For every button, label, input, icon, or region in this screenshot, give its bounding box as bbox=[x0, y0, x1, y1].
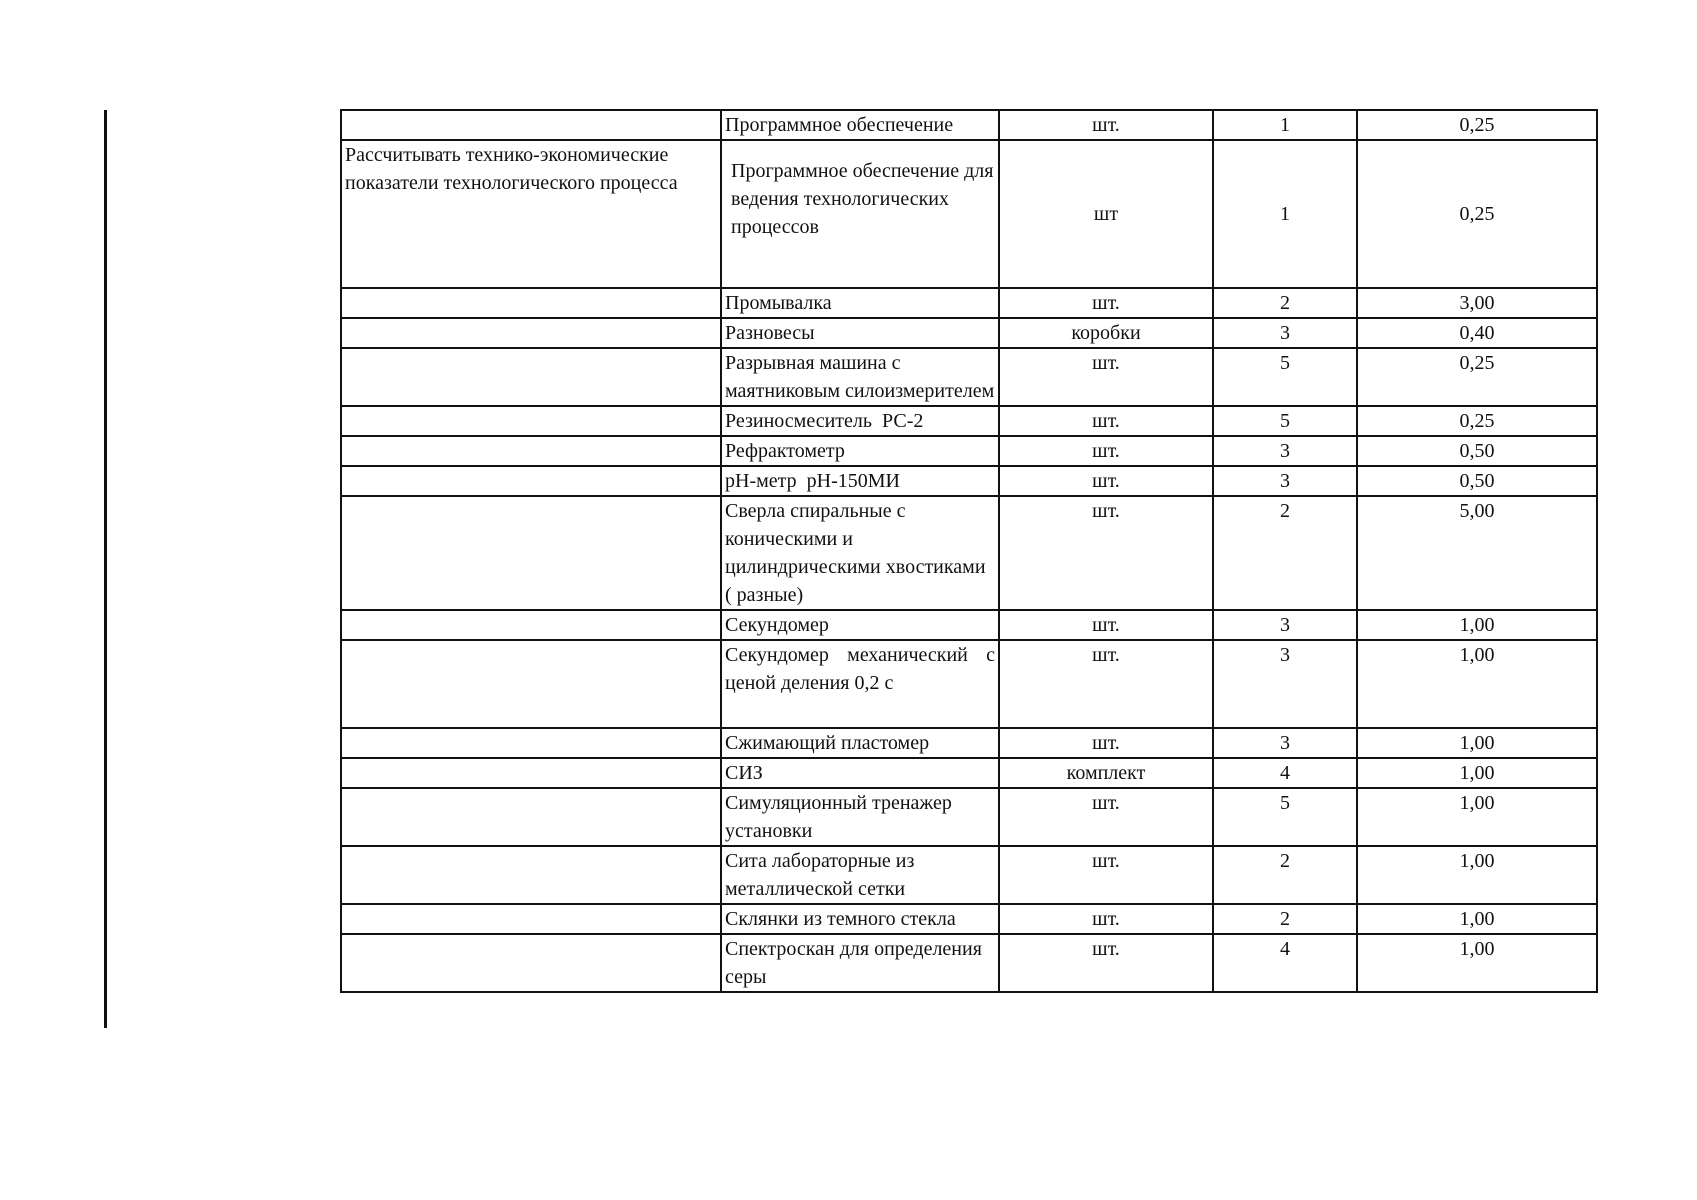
quantity-cell: 5 bbox=[1213, 788, 1357, 846]
competence-cell bbox=[341, 406, 721, 436]
equipment-name-cell: Разновесы bbox=[721, 318, 999, 348]
quantity-cell: 1 bbox=[1213, 140, 1357, 288]
quantity-cell: 3 bbox=[1213, 640, 1357, 728]
quantity-cell: 5 bbox=[1213, 406, 1357, 436]
unit-cell: шт. bbox=[999, 288, 1213, 318]
competence-cell bbox=[341, 934, 721, 992]
value-cell: 3,00 bbox=[1357, 288, 1597, 318]
value-cell: 0,40 bbox=[1357, 318, 1597, 348]
value-cell: 0,50 bbox=[1357, 466, 1597, 496]
unit-cell: шт. bbox=[999, 728, 1213, 758]
unit-cell: шт. bbox=[999, 436, 1213, 466]
table-row bbox=[341, 466, 1597, 496]
value-cell: 1,00 bbox=[1357, 934, 1597, 992]
unit-cell: шт. bbox=[999, 110, 1213, 140]
table-row bbox=[341, 904, 1597, 934]
unit-cell: шт. bbox=[999, 904, 1213, 934]
unit-cell: шт. bbox=[999, 348, 1213, 406]
quantity-cell: 2 bbox=[1213, 496, 1357, 610]
table-row bbox=[341, 728, 1597, 758]
equipment-name-text: Программное обеспечение для ведения технологических процессов bbox=[731, 160, 994, 238]
unit-cell: шт bbox=[999, 140, 1213, 288]
value-cell: 0,50 bbox=[1357, 436, 1597, 466]
quantity-cell: 4 bbox=[1213, 758, 1357, 788]
equipment-name-cell: Промывалка bbox=[721, 288, 999, 318]
competence-cell bbox=[341, 610, 721, 640]
table-row bbox=[341, 288, 1597, 318]
equipment-name-cell bbox=[721, 140, 999, 288]
competence-cell bbox=[341, 110, 721, 140]
equipment-table bbox=[340, 109, 1598, 993]
value-cell: 1,00 bbox=[1357, 610, 1597, 640]
quantity-cell: 2 bbox=[1213, 904, 1357, 934]
competence-cell bbox=[341, 904, 721, 934]
quantity-cell: 3 bbox=[1213, 318, 1357, 348]
competence-cell bbox=[341, 640, 721, 728]
competence-cell bbox=[341, 788, 721, 846]
value-cell: 1,00 bbox=[1357, 728, 1597, 758]
competence-cell bbox=[341, 496, 721, 610]
equipment-name-cell: Симуляционный тренажер установки bbox=[721, 788, 999, 846]
unit-cell: шт. bbox=[999, 934, 1213, 992]
quantity-cell: 3 bbox=[1213, 436, 1357, 466]
value-cell: 0,25 bbox=[1357, 110, 1597, 140]
equipment-name-cell: Склянки из темного стекла bbox=[721, 904, 999, 934]
competence-cell bbox=[341, 758, 721, 788]
competence-cell bbox=[341, 348, 721, 406]
value-cell: 0,25 bbox=[1357, 348, 1597, 406]
table-row bbox=[341, 846, 1597, 904]
value-cell: 0,25 bbox=[1357, 406, 1597, 436]
table-row bbox=[341, 406, 1597, 436]
equipment-name-cell: Секундомер bbox=[721, 610, 999, 640]
value-cell: 1,00 bbox=[1357, 758, 1597, 788]
table-row bbox=[341, 110, 1597, 140]
table-row bbox=[341, 140, 1597, 288]
unit-cell: шт. bbox=[999, 610, 1213, 640]
competence-cell bbox=[341, 288, 721, 318]
table-row bbox=[341, 934, 1597, 992]
table-row bbox=[341, 640, 1597, 728]
equipment-name-cell: Резиносмеситель РС-2 bbox=[721, 406, 999, 436]
equipment-name-cell: Секундомер механический с ценой деления 0,2 с bbox=[721, 640, 999, 728]
quantity-cell: 4 bbox=[1213, 934, 1357, 992]
equipment-name-cell: Сверла спиральные с коническими и цилиндрическими хвостиками ( разные) bbox=[721, 496, 999, 610]
unit-cell: шт. bbox=[999, 846, 1213, 904]
unit-cell: шт. bbox=[999, 466, 1213, 496]
value-cell: 5,00 bbox=[1357, 496, 1597, 610]
table-row bbox=[341, 496, 1597, 610]
equipment-name-cell: Сжимающий пластомер bbox=[721, 728, 999, 758]
quantity-cell: 2 bbox=[1213, 846, 1357, 904]
equipment-name-cell: Рефрактометр bbox=[721, 436, 999, 466]
quantity-cell: 5 bbox=[1213, 348, 1357, 406]
value-cell: 1,00 bbox=[1357, 846, 1597, 904]
value-cell: 1,00 bbox=[1357, 904, 1597, 934]
quantity-cell: 3 bbox=[1213, 610, 1357, 640]
equipment-name-cell: Сита лабораторные из металлической сетки bbox=[721, 846, 999, 904]
competence-cell bbox=[341, 728, 721, 758]
equipment-name-cell: СИЗ bbox=[721, 758, 999, 788]
value-cell: 0,25 bbox=[1357, 140, 1597, 288]
unit-cell: коробки bbox=[999, 318, 1213, 348]
unit-cell: шт. bbox=[999, 640, 1213, 728]
equipment-name-cell: Спектроскан для определения серы bbox=[721, 934, 999, 992]
table-row bbox=[341, 758, 1597, 788]
competence-cell bbox=[341, 436, 721, 466]
quantity-cell: 1 bbox=[1213, 110, 1357, 140]
table-row bbox=[341, 788, 1597, 846]
equipment-name-cell: Программное обеспечение bbox=[721, 110, 999, 140]
unit-cell: шт. bbox=[999, 406, 1213, 436]
competence-cell: Рассчитывать технико-экономические показатели технологического процесса bbox=[341, 140, 721, 288]
competence-cell bbox=[341, 318, 721, 348]
page-margin-rule bbox=[104, 110, 107, 1028]
equipment-name-cell: рН-метр рН-150МИ bbox=[721, 466, 999, 496]
value-cell: 1,00 bbox=[1357, 788, 1597, 846]
quantity-cell: 3 bbox=[1213, 728, 1357, 758]
unit-cell: шт. bbox=[999, 496, 1213, 610]
unit-cell: комплект bbox=[999, 758, 1213, 788]
table-row bbox=[341, 436, 1597, 466]
quantity-cell: 2 bbox=[1213, 288, 1357, 318]
equipment-name-cell: Разрывная машина с маятниковым силоизмерителем bbox=[721, 348, 999, 406]
unit-cell: шт. bbox=[999, 788, 1213, 846]
competence-cell bbox=[341, 466, 721, 496]
table-row bbox=[341, 610, 1597, 640]
competence-cell bbox=[341, 846, 721, 904]
quantity-cell: 3 bbox=[1213, 466, 1357, 496]
value-cell: 1,00 bbox=[1357, 640, 1597, 728]
table-row bbox=[341, 318, 1597, 348]
table-row bbox=[341, 348, 1597, 406]
